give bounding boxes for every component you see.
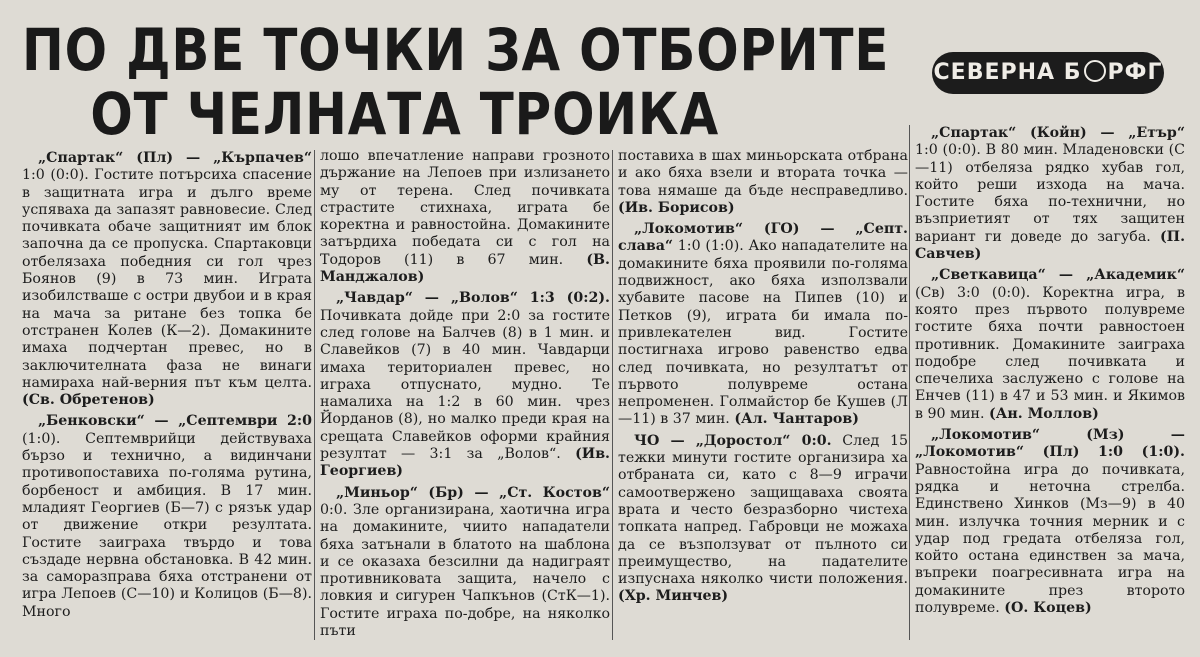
report-text: поставиха в шах миньорската отбрана и ако бяха взели и втората точка — това нямаше да бъде несправедливо.	[618, 148, 908, 199]
report-text: Равностойна игра до почивката, рядка и неточна стрелба. Единствено Хинков (Мз—9) в 40 мин. излучка точния мерник и с удар под гредата отбеляза гол, който остана единствен за мача, въпреки поагресивната игра на домакините през второто полувреме.	[915, 461, 1185, 617]
report-text: (Св) 3:0 (0:0). Коректна игра, в която през първото полувреме гостите бяха почти равностоен противник. Домакините заиграха подобре след почивката и спечелиха заслужено с голове на Енчев (11) в 47 и 53 мин. и Якимов в 90 мин.	[915, 284, 1185, 422]
report-author: (Хр. Минчев)	[618, 588, 729, 605]
report-author: (Св. Обретенов)	[22, 392, 155, 409]
match-report	[915, 427, 1185, 617]
match-teams: ЧО — „Доростол“ 0:0.	[634, 432, 832, 449]
football-icon	[1084, 60, 1106, 82]
rubric-right-text: РФГ	[1107, 60, 1163, 85]
column-divider	[314, 150, 315, 640]
headline-line-2: ОТ ЧЕЛНАТА ТРОИКА	[90, 80, 720, 148]
match-report	[618, 433, 908, 606]
match-teams: „Спартак“ (Пл) — „Кърпачев“	[38, 150, 312, 166]
section-rubric	[932, 52, 1164, 94]
match-report	[22, 413, 312, 621]
match-report	[915, 267, 1185, 423]
column-divider	[612, 150, 613, 640]
report-author: (О. Коцев)	[1004, 600, 1092, 617]
report-text: 0:0. Зле организирана, хаотична игра на домакините, чиито нападатели бяха затънали в блатото на шаблона и се оказаха безсилни да надиграят противниковата защита, начело с ловкия и сигурен Чапкънов (СтК—1). Гостите играха по-добре, на няколко пъти	[320, 501, 610, 640]
match-report	[618, 221, 908, 429]
report-author: (В. Манджалов)	[320, 251, 610, 286]
report-text: 1:0 (0:0). Гостите потърсиха спасение в защитната игра и дълго време успяваха да запазят равновесие. След почивката обаче защитният им блок започна да се пропуска. Спартаковци отбелязаха победния си гол чрез Боянов (9) в 73 мин. Играта изобилстваше с остри двубои и в края на мача за ритане без топка бе отстранен Колев (К—2). Домакините имаха подчертан превес, но в заключителната фаза не винаги намираха най-верния път към целта.	[22, 167, 312, 391]
match-teams: „Светкавица“ — „Академик“	[931, 267, 1185, 284]
report-author: (П. Савчев)	[915, 228, 1186, 263]
report-text: Почивката дойде при 2:0 за гостите след голове на Балчев (8) в 1 мин. и Славейков (7) в 40 мин. Чавдарци имаха териториален превес, но играха отпуснато, мудно. Те намалиха на 1:2 в 60 мин. чрез Йорданов (8), но малко преди края на срещата Славейков оформи крайния резултат — 3:1 за „Волов“.	[320, 307, 610, 463]
article-column-1	[22, 150, 312, 625]
match-teams: „Локомотив“ (ГО) — „Септ. слава“	[618, 221, 908, 255]
report-author: (Ив. Георгиев)	[320, 446, 610, 480]
report-text: (1:0). Септемврийци действуваха бързо и технично, а видинчани противопоставиха по-голяма рутина, борбеност и амбиция. В 17 мин. младият Георгиев (Б—7) с рязък удар от движение откри резултата. Гостите заиграха твърдо и това създаде нервна обстановка. В 42 мин. за саморазправа бяха отстранени от игра Лепоев (С—10) и Колицов (Б—8). Много	[22, 430, 312, 620]
report-author: (Ан. Моллов)	[989, 405, 1099, 422]
match-report	[320, 485, 610, 641]
column-divider	[909, 125, 910, 640]
report-author: (Ив. Борисов)	[618, 199, 735, 216]
match-report	[320, 290, 610, 480]
match-teams: „Спартак“ (Койн) — „Етър“	[931, 125, 1185, 141]
match-teams: „Миньор“ (Бр) — „Ст. Костов“	[336, 484, 610, 501]
match-report	[320, 148, 610, 286]
match-report	[915, 125, 1185, 263]
report-author: (Ал. Чантаров)	[734, 411, 859, 428]
match-teams: „Локомотив“ (Мз) — „Локомотив“ (Пл) 1:0 (1:0).	[915, 427, 1185, 461]
headline-line-1: ПО ДВЕ ТОЧКИ ЗА ОТБОРИТЕ	[22, 16, 890, 84]
report-text: лошо впечатление направи грозното държание на Лепоев при излизането му от терена. След почивката страстите стихнаха, играта бе коректна и равностойна. Домакините затърдиха победата си с гол на Тодоров (11) в 67 мин.	[320, 148, 610, 268]
article-column-2	[320, 150, 610, 644]
headline	[22, 16, 890, 148]
report-text: След 15 тежки минути гостите организира ха отбраната си, като с 8—9 играчи самоотвержено защищаваха своята врата и често безразборно чистеха топката напред. Габровци не можаха да се възползуват от пълното си преимущество, на падателите изпуснаха няколко чисти положения.	[618, 432, 908, 588]
report-text: 1:0 (0:0). В 80 мин. Младеновски (С—11) отбеляза рядко хубав гол, който реши изхода на мача. Гостите бяха по-технични, но възприетият от тях защитен вариант ги доведе до загуба.	[915, 142, 1185, 245]
rubric-left-text: СЕВЕРНА Б	[933, 60, 1082, 85]
report-text: 1:0 (1:0). Ако нападателите на домакините бяха проявили по-голяма подвижност, ако бяха използвали хубавите пасове на Пипев (10) и Петков (9), играта би имала по-привлекателен вид. Гостите постигнаха игрово равенство едва след почивката, но резултатът от първото полувреме остана непроменен. Голмайстор бе Кушев (Л—11) в 37 мин.	[618, 238, 908, 428]
match-report	[618, 148, 908, 217]
match-report	[22, 150, 312, 409]
match-teams: „Бенковски“ — „Септември 2:0	[38, 413, 312, 430]
match-teams: „Чавдар“ — „Волов“ 1:3 (0:2).	[336, 290, 610, 307]
article-column-3	[618, 150, 908, 610]
article-column-4	[915, 125, 1185, 621]
